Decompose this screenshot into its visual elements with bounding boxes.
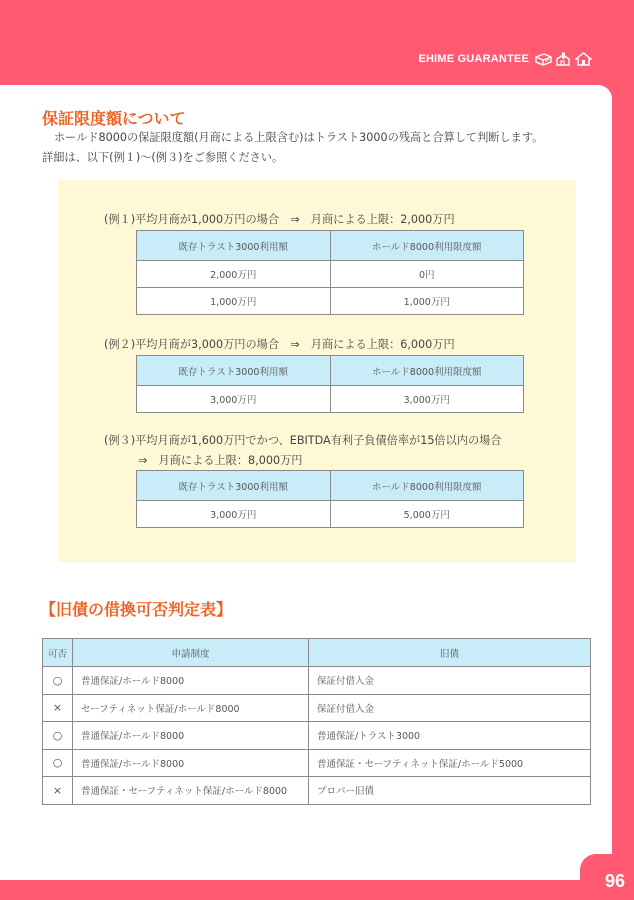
table-row xyxy=(43,667,591,695)
old-debt-cell: プロパー旧債 xyxy=(309,777,591,805)
eligibility-mark: × xyxy=(43,694,73,722)
column-header: ホールド8000利用限度額 xyxy=(330,356,524,386)
old-debt-cell: 保証付借入金 xyxy=(309,667,591,695)
table-row xyxy=(43,749,591,777)
application-cell: 普通保証/ホールド8000 xyxy=(73,667,309,695)
eligibility-mark: ○ xyxy=(43,722,73,750)
old-debt-cell: 保証付借入金 xyxy=(309,694,591,722)
table-cell: 1,000万円 xyxy=(137,288,331,315)
column-header-old-debt: 旧債 xyxy=(309,639,591,667)
example-1-caption: (例１)平均月商が1,000万円の場合 ⇒ 月商による上限：2,000万円 xyxy=(104,213,455,226)
table-cell: 2,000万円 xyxy=(137,261,331,288)
application-cell: セーフティネット保証/ホールド8000 xyxy=(73,694,309,722)
example-2-table xyxy=(136,355,524,413)
example-3-caption-line-2: ⇒ 月商による上限：8,000万円 xyxy=(138,454,303,467)
table-row xyxy=(137,386,524,413)
eligibility-mark: ○ xyxy=(43,667,73,695)
old-debt-cell: 普通保証・セーフティネット保証/ホールド5000 xyxy=(309,749,591,777)
house-icon xyxy=(575,52,592,66)
table-row xyxy=(137,501,524,528)
table-cell: 3,000万円 xyxy=(330,386,524,413)
application-cell: 普通保証・セーフティネット保証/ホールド8000 xyxy=(73,777,309,805)
table-row xyxy=(137,288,524,315)
brand-name: EHIME GUARANTEE xyxy=(418,53,529,65)
example-3-table xyxy=(136,470,524,528)
page-number: 96 xyxy=(604,871,625,891)
header-brand xyxy=(418,52,592,66)
table-row xyxy=(43,777,591,805)
application-cell: 普通保証/ホールド8000 xyxy=(73,749,309,777)
example-3-caption: (例３)平均月商が1,600万円でかつ、EBITDA有利子負債倍率が15倍以内の場合 xyxy=(104,434,502,447)
intro-text xyxy=(42,128,612,168)
intro-line-2: 詳細は、以下(例１)～(例３)をご参照ください。 xyxy=(42,151,284,164)
column-header-application: 申請制度 xyxy=(73,639,309,667)
column-header: ホールド8000利用限度額 xyxy=(330,231,524,261)
table-cell: 3,000万円 xyxy=(137,386,331,413)
table-row xyxy=(43,722,591,750)
section-title-refinancing-judgment: 【旧債の借換可否判定表】 xyxy=(40,600,233,619)
intro-line-1: ホールド8000の保証限度額(月商による上限含む)はトラスト3000の残高と合算して判断します。 xyxy=(54,131,544,144)
column-header: 既存トラスト3000利用額 xyxy=(137,356,331,386)
eligibility-mark: × xyxy=(43,777,73,805)
example-2-caption: (例２)平均月商が3,000万円の場合 ⇒ 月商による上限：6,000万円 xyxy=(104,338,455,351)
hand-house-icon xyxy=(555,52,572,66)
column-header: 既存トラスト3000利用額 xyxy=(137,471,331,501)
application-cell: 普通保証/ホールド8000 xyxy=(73,722,309,750)
column-header: ホールド8000利用限度額 xyxy=(330,471,524,501)
table-cell: 1,000万円 xyxy=(330,288,524,315)
table-cell: 0円 xyxy=(330,261,524,288)
footer-band xyxy=(0,880,634,900)
table-cell: 5,000万円 xyxy=(330,501,524,528)
column-header: 既存トラスト3000利用額 xyxy=(137,231,331,261)
eligibility-mark: ○ xyxy=(43,749,73,777)
cash-box-icon xyxy=(535,52,552,66)
brand-icons xyxy=(535,52,592,66)
column-header-eligibility: 可否 xyxy=(43,639,73,667)
table-row xyxy=(137,261,524,288)
old-debt-cell: 普通保証/トラスト3000 xyxy=(309,722,591,750)
table-cell: 3,000万円 xyxy=(137,501,331,528)
section-title-guarantee-limit: 保証限度額について xyxy=(42,109,186,128)
example-1-table xyxy=(136,230,524,315)
refinancing-judgment-table xyxy=(42,638,591,805)
table-row xyxy=(43,694,591,722)
